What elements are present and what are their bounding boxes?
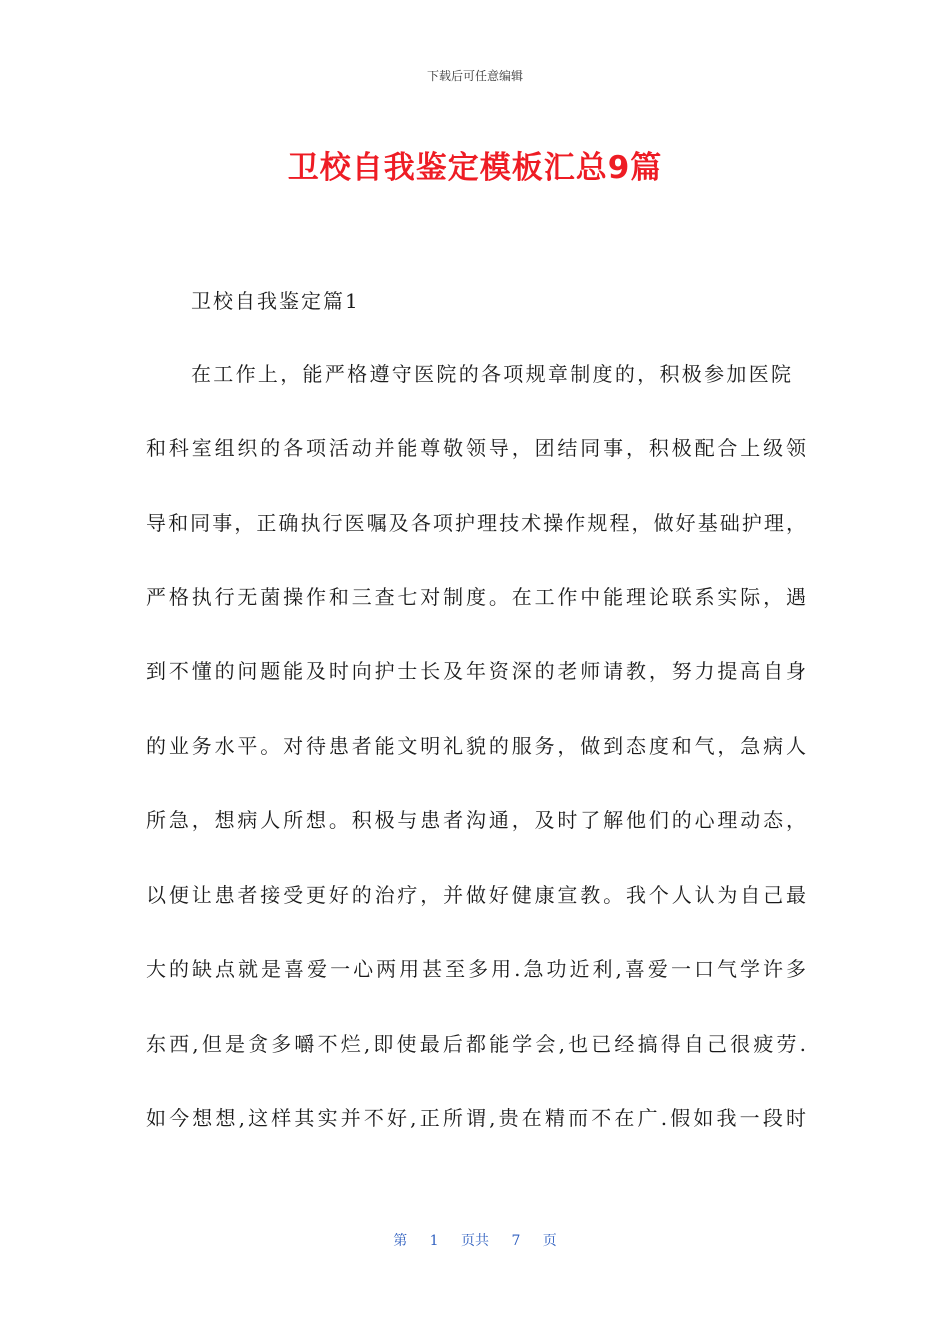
paragraph-line: 在工作上，能严格遵守医院的各项规章制度的，积极参加医院: [191, 362, 791, 386]
paragraph-line: 如今想想,这样其实并不好,正所谓,贵在精而不在广.假如我一段时: [146, 1106, 806, 1130]
paragraph-line: 和科室组织的各项活动并能尊敬领导，团结同事，积极配合上级领: [146, 436, 806, 460]
paragraph-line: 所急，想病人所想。积极与患者沟通，及时了解他们的心理动态，: [146, 808, 806, 832]
page-header-note: 下载后可任意编辑: [426, 69, 523, 83]
paragraph-line: 以便让患者接受更好的治疗，并做好健康宣教。我个人认为自己最: [146, 883, 806, 907]
document-title: 卫校自我鉴定模板汇总9篇: [287, 150, 663, 186]
page-number-footer: 第 1 页共 7 页: [393, 1233, 557, 1249]
paragraph-line: 的业务水平。对待患者能文明礼貌的服务，做到态度和气，急病人: [146, 734, 806, 758]
paragraph-line: 到不懂的问题能及时向护士长及年资深的老师请教，努力提高自身: [146, 659, 806, 683]
paragraph-line: 严格执行无菌操作和三查七对制度。在工作中能理论联系实际，遇: [146, 585, 806, 609]
section-heading: 卫校自我鉴定篇1: [191, 289, 360, 313]
paragraph-line: 导和同事，正确执行医嘱及各项护理技术操作规程，做好基础护理，: [146, 511, 806, 535]
paragraph-line: 东西,但是贪多嚼不烂,即使最后都能学会,也已经搞得自己很疲劳.: [146, 1032, 806, 1056]
paragraph-line: 大的缺点就是喜爱一心两用甚至多用.急功近利,喜爱一口气学许多: [146, 957, 806, 981]
